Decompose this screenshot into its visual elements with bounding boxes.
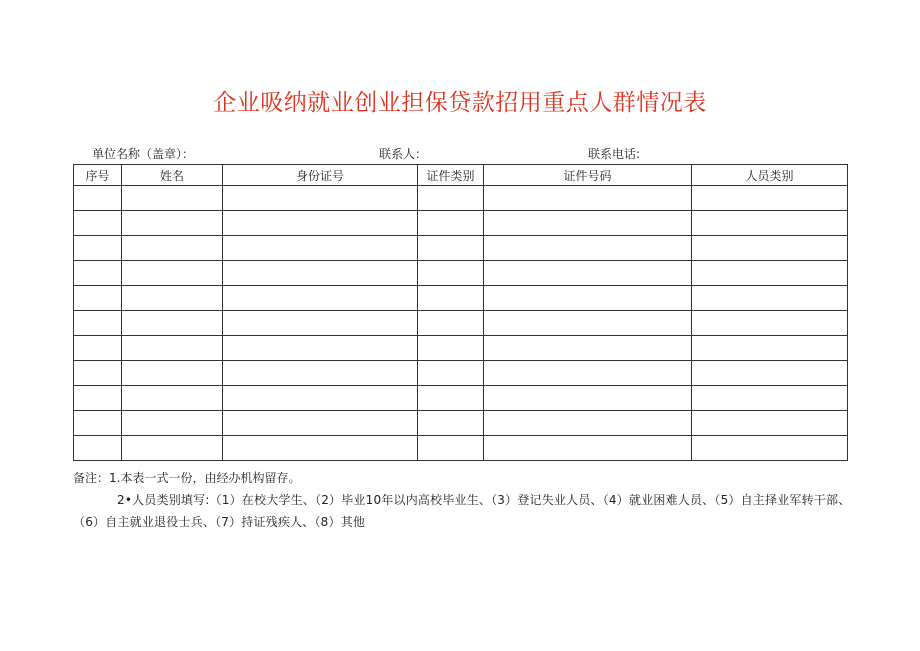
personnel-table	[73, 164, 848, 461]
table-cell[interactable]	[418, 211, 484, 236]
table-cell[interactable]	[74, 236, 122, 261]
table-cell[interactable]	[484, 361, 692, 386]
column-header-index: 序号	[74, 165, 122, 186]
table-cell[interactable]	[692, 361, 848, 386]
table-cell[interactable]	[122, 211, 223, 236]
table-row	[74, 361, 848, 386]
table-cell[interactable]	[418, 386, 484, 411]
table-cell[interactable]	[418, 236, 484, 261]
table-row	[74, 236, 848, 261]
table-cell[interactable]	[692, 211, 848, 236]
table-row	[74, 286, 848, 311]
note-line-2: 2•人员类别填写:（1）在校大学生、（2）毕业10年以内高校毕业生、（3）登记失业人员、（4）就业困难人员、（5）自主择业军转干部、（6）自主就业退役士兵、（7）持证残疾人、（8）其他	[73, 493, 851, 529]
table-cell[interactable]	[122, 361, 223, 386]
table-cell[interactable]	[223, 286, 418, 311]
table-cell[interactable]	[223, 211, 418, 236]
table-cell[interactable]	[484, 386, 692, 411]
table-cell[interactable]	[223, 236, 418, 261]
table-cell[interactable]	[122, 286, 223, 311]
table-cell[interactable]	[223, 261, 418, 286]
table-row	[74, 386, 848, 411]
table-header-row	[74, 165, 848, 186]
table-cell[interactable]	[74, 211, 122, 236]
unit-name-label: 单位名称（盖章）：	[92, 147, 195, 161]
table-cell[interactable]	[484, 236, 692, 261]
column-header-doc-number: 证件号码	[484, 165, 692, 186]
table-cell[interactable]	[223, 336, 418, 361]
table-row	[74, 311, 848, 336]
table-cell[interactable]	[74, 311, 122, 336]
table-cell[interactable]	[484, 261, 692, 286]
table-cell[interactable]	[418, 311, 484, 336]
column-header-person-category: 人员类别	[692, 165, 848, 186]
contact-person-label: 联系人：	[379, 147, 428, 161]
table-row	[74, 186, 848, 211]
table-cell[interactable]	[484, 336, 692, 361]
table-cell[interactable]	[484, 286, 692, 311]
table-cell[interactable]	[692, 186, 848, 211]
table-cell[interactable]	[692, 436, 848, 461]
table-cell[interactable]	[484, 211, 692, 236]
column-header-name: 姓名	[122, 165, 223, 186]
table-row	[74, 436, 848, 461]
table-cell[interactable]	[122, 311, 223, 336]
table-cell[interactable]	[484, 311, 692, 336]
table-cell[interactable]	[418, 411, 484, 436]
table-cell[interactable]	[418, 186, 484, 211]
table-cell[interactable]	[484, 186, 692, 211]
table-cell[interactable]	[122, 261, 223, 286]
table-cell[interactable]	[692, 386, 848, 411]
table-cell[interactable]	[122, 236, 223, 261]
table-cell[interactable]	[692, 286, 848, 311]
table-cell[interactable]	[418, 261, 484, 286]
table-cell[interactable]	[418, 436, 484, 461]
table-cell[interactable]	[74, 411, 122, 436]
contact-phone-label: 联系电话:	[588, 147, 641, 161]
table-row	[74, 211, 848, 236]
table-cell[interactable]	[122, 436, 223, 461]
table-body	[74, 186, 848, 461]
table-cell[interactable]	[692, 336, 848, 361]
table-cell[interactable]	[74, 336, 122, 361]
table-cell[interactable]	[692, 311, 848, 336]
table-cell[interactable]	[74, 261, 122, 286]
document-title: 企业吸纳就业创业担保贷款招用重点人群情况表	[213, 90, 707, 116]
table-cell[interactable]	[484, 411, 692, 436]
column-header-doc-type: 证件类别	[418, 165, 484, 186]
note-line-1: 备注：1.本表一式一份，由经办机构留存。	[73, 471, 301, 485]
notes-section	[73, 467, 853, 533]
table-cell[interactable]	[692, 261, 848, 286]
column-header-id-number: 身份证号	[223, 165, 418, 186]
table-cell[interactable]	[122, 336, 223, 361]
table-cell[interactable]	[223, 186, 418, 211]
table-cell[interactable]	[418, 286, 484, 311]
table-cell[interactable]	[418, 336, 484, 361]
table-cell[interactable]	[74, 286, 122, 311]
table-cell[interactable]	[223, 361, 418, 386]
table-cell[interactable]	[418, 361, 484, 386]
table-cell[interactable]	[223, 311, 418, 336]
table-cell[interactable]	[74, 186, 122, 211]
table-cell[interactable]	[223, 411, 418, 436]
table-cell[interactable]	[692, 411, 848, 436]
table-cell[interactable]	[74, 436, 122, 461]
table-row	[74, 261, 848, 286]
table-cell[interactable]	[122, 386, 223, 411]
table-cell[interactable]	[484, 436, 692, 461]
table-cell[interactable]	[74, 386, 122, 411]
table-cell[interactable]	[122, 186, 223, 211]
table-cell[interactable]	[74, 361, 122, 386]
table-cell[interactable]	[223, 436, 418, 461]
table-row	[74, 411, 848, 436]
table-cell[interactable]	[223, 386, 418, 411]
table-row	[74, 336, 848, 361]
table-cell[interactable]	[122, 411, 223, 436]
table-cell[interactable]	[692, 236, 848, 261]
